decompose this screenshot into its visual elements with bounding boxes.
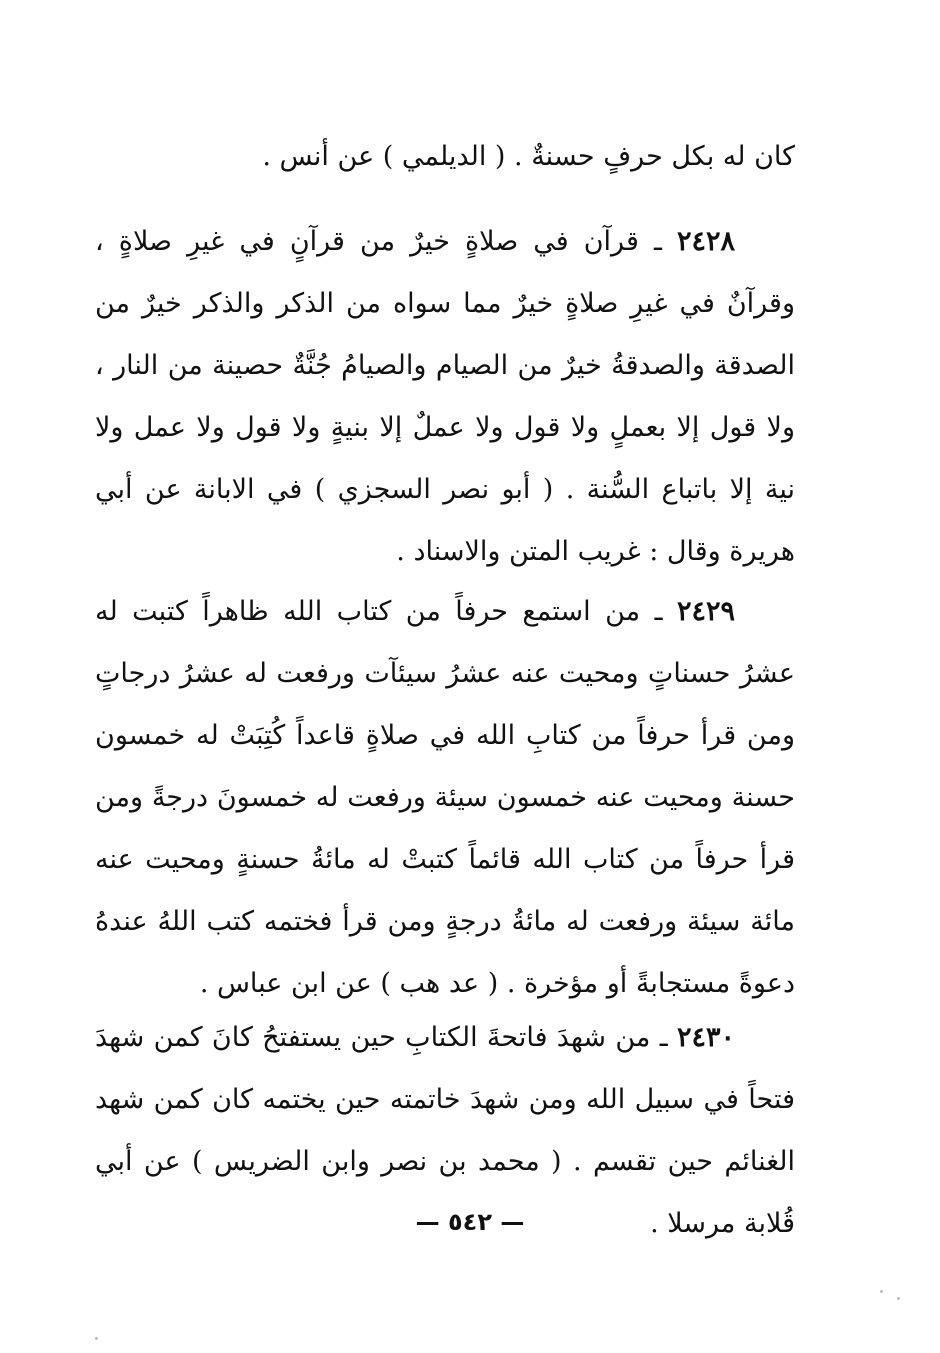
intro-text: كان له بكل حرفٍ حسنةٌ . ( الديلمي ) عن أنس . [262,141,795,172]
intro-line [95,126,795,188]
hadith-number: ٢٤٢٩ [676,596,735,627]
dash: ـ [659,1022,668,1053]
dash: ـ [653,226,662,257]
hadith-text: من استمع حرفاً من كتاب الله ظاهراً كتبت له عشرُ حسناتٍ ومحيت عنه عشرُ سيئآت ورفعت له عشرُ درجاتٍ ومن قرأ حرفاً من كتابِ الله في صلاةٍ قاعداً كُتِبَتْ له خمسون حسنة ومحيت عنه خمسون سيئة ورفعت له خمسونَ درجةً ومن قرأ حرفاً من كتاب الله قائماً كتبتْ له مائةُ حسنةٍ ومحيت عنه مائة سيئة ورفعت له مائةُ درجةٍ ومن قرأ فختمه كتب اللهُ عندهُ دعوةً مستجابةً أو مؤخرة . ( عد هب ) عن ابن عباس . [95,596,795,999]
hadith-text: قرآن في صلاةٍ خيرٌ من قرآنٍ في غيرِ صلاةٍ ، وقرآنٌ في غيرِ صلاةٍ خيرٌ مما سواه من الذكر والذكر خيرٌ من الصدقة والصدقةُ خيرٌ من الصيام والصيامُ جُنَّةٌ حصينة من النار ، ولا قول إلا بعملٍ ولا قول ولا عملٌ إلا بنيةٍ ولا قول ولا عمل ولا نية إلا باتباع السُّنة . ( أبو نصر السجزي ) في الابانة عن أبي هريرة وقال : غريب المتن والاسناد . [95,226,795,567]
scan-speck [897,1297,900,1300]
hadith-2428-paragraph [95,211,795,583]
hadith-2429-paragraph [95,581,795,1015]
dash: ـ [654,596,663,627]
page-number: — ٥٤٢ — [415,1208,525,1236]
scan-speck [880,1290,883,1293]
hadith-number: ٢٤٣٠ [676,1022,735,1053]
scan-speck [95,1337,98,1340]
hadith-2428 [95,211,795,583]
hadith-text: من شهدَ فاتحةَ الكتابِ حين يستفتحُ كانَ كمن شهدَ فتحاً في سبيل الله ومن شهدَ خاتمته حين يختمه كان كمن شهد الغنائم حين تقسم . ( محمد بن نصر وابن الضريس ) عن أبي قُلابة مرسلا . [95,1022,795,1239]
hadith-number: ٢٤٢٨ [676,226,735,257]
hadith-2429 [95,581,795,1015]
